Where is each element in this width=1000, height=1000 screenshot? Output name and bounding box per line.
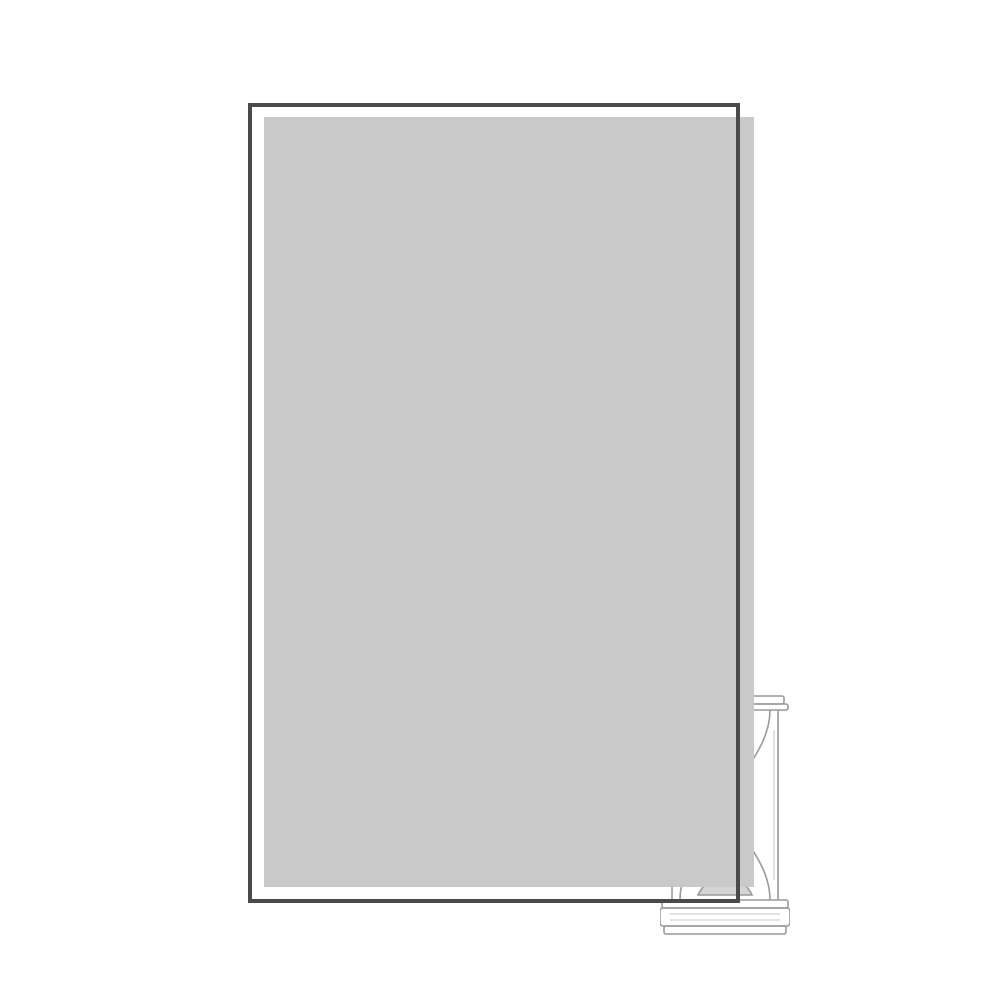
text-panel-frame (248, 103, 740, 903)
